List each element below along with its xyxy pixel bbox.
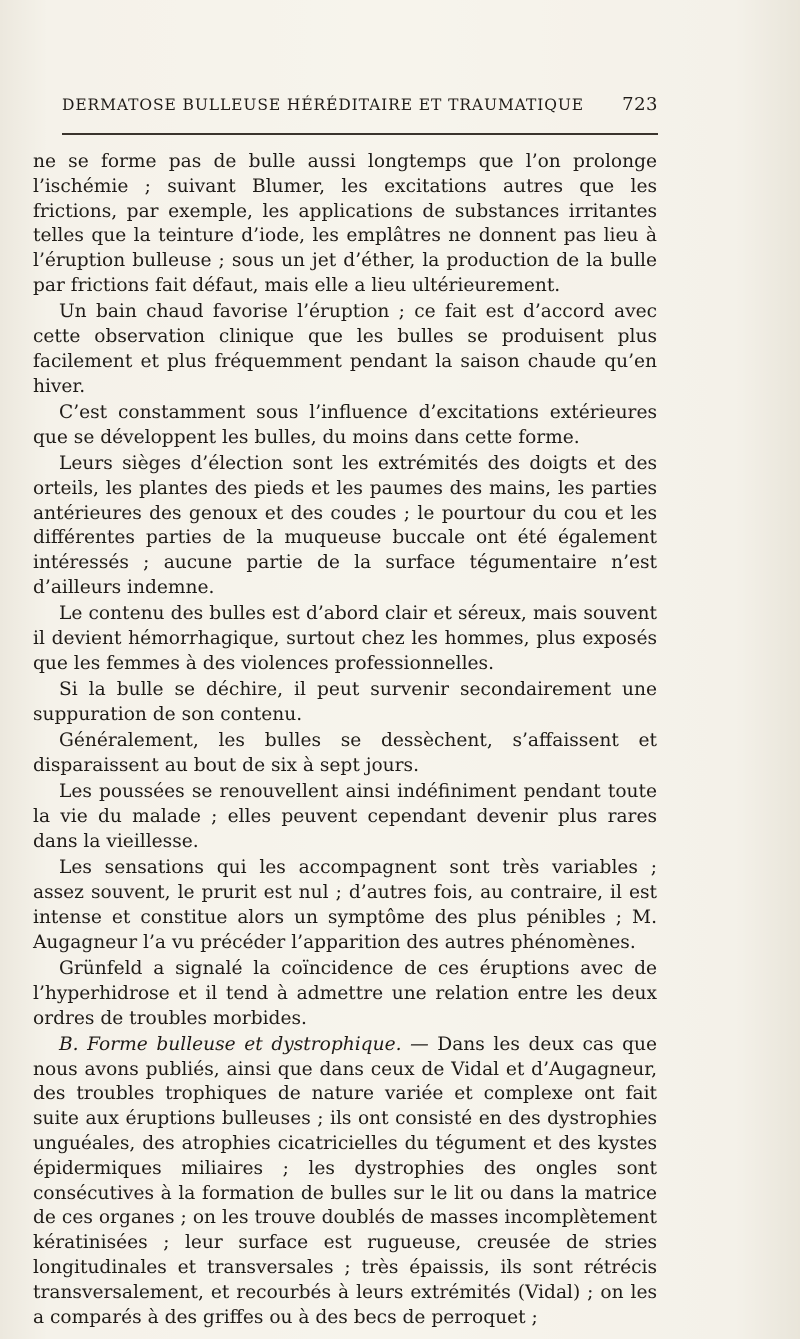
section-b-heading: B. Forme bulleuse et dystrophique. — — [59, 1033, 429, 1055]
body-text — [33, 150, 657, 1332]
paragraph-5: Le contenu des bulles est d’abord clair et séreux, mais souvent il devient hémorrhagique, surtout chez les hommes, plus exposés que les femmes à des violences professionnelles. — [33, 603, 657, 674]
paragraph-10: Grünfeld a signalé la coïncidence de ces éruptions avec de l’hyperhidrose et il tend à admettre une relation entre les deux ordres de troubles morbides. — [33, 958, 657, 1029]
paragraph-9: Les sensations qui les accompagnent sont très variables ; assez souvent, le prurit est nul ; d’autres fois, au contraire, il est intense et constitue alors un symptôme des plus pénibles ; M. Augagneur l’a vu précéder l’apparition des autres phénomènes. — [33, 857, 657, 953]
running-head-title: DERMATOSE BULLEUSE HÉRÉDITAIRE ET TRAUMATIQUE — [62, 96, 585, 114]
section-b-text: Dans les deux cas que nous avons publiés, ainsi que dans ceux de Vidal et d’Augagneur, des troubles trophiques de nature variée et complexe ont fait suite aux éruptions bulleuses ; ils ont consisté en des dystrophies unguéales, des atrophies cicatricielles du tégument et des kystes épidermiques miliaires ; les dystrophies des ongles sont consécutives à la formation de bulles sur le lit ou dans la matrice de ces organes ; on les trouve doublés de masses incomplètement kératinisées ; leur surface est rugueuse, creusée de stries longitudinales et transversales ; très épaissis, ils sont rétrécis transversalement, et recourbés à leurs extrémités (Vidal) ; on les a comparés à des griffes ou à des becs de perroquet ; — [33, 1033, 658, 1328]
header-rule — [62, 133, 658, 135]
paragraph-3: C’est constamment sous l’influence d’excitations extérieures que se développent les bulles, du moins dans cette forme. — [33, 401, 657, 448]
paragraph-2: Un bain chaud favorise l’éruption ; ce fait est d’accord avec cette observation clinique que les bulles se produisent plus facilement et plus fréquemment pendant la saison chaude qu’en hiver. — [33, 301, 657, 397]
section-b-paragraph — [33, 1033, 657, 1331]
page-number: 723 — [622, 94, 658, 115]
paragraph-4: Leurs sièges d’élection sont les extrémités des doigts et des orteils, les plantes des pieds et les paumes des mains, les parties antérieures des genoux et des coudes ; le pourtour du cou et les différentes parties de la muqueuse buccale ont été également intéressés ; aucune partie de la surface tégumentaire n’est d’ailleurs indemne. — [33, 453, 657, 599]
paragraph-6: Si la bulle se déchire, il peut survenir secondairement une suppuration de son contenu. — [33, 679, 657, 726]
paragraph-1: ne se forme pas de bulle aussi longtemps que l’on prolonge l’ischémie ; suivant Blumer, les excitations autres que les frictions, par exemple, les applications de substances irritantes telles que la teinture d’iode, les emplâtres ne donnent pas lieu à l’éruption bulleuse ; sous un jet d’éther, la production de la bulle par frictions fait défaut, mais elle a lieu ultérieurement. — [33, 151, 657, 296]
paragraph-7: Généralement, les bulles se dessèchent, s’affaissent et disparaissent au bout de six à sept jours. — [33, 730, 657, 777]
paragraph-8: Les poussées se renouvellent ainsi indéfiniment pendant toute la vie du malade ; elles peuvent cependant devenir plus rares dans la vieillesse. — [33, 781, 657, 853]
running-head — [62, 94, 658, 118]
